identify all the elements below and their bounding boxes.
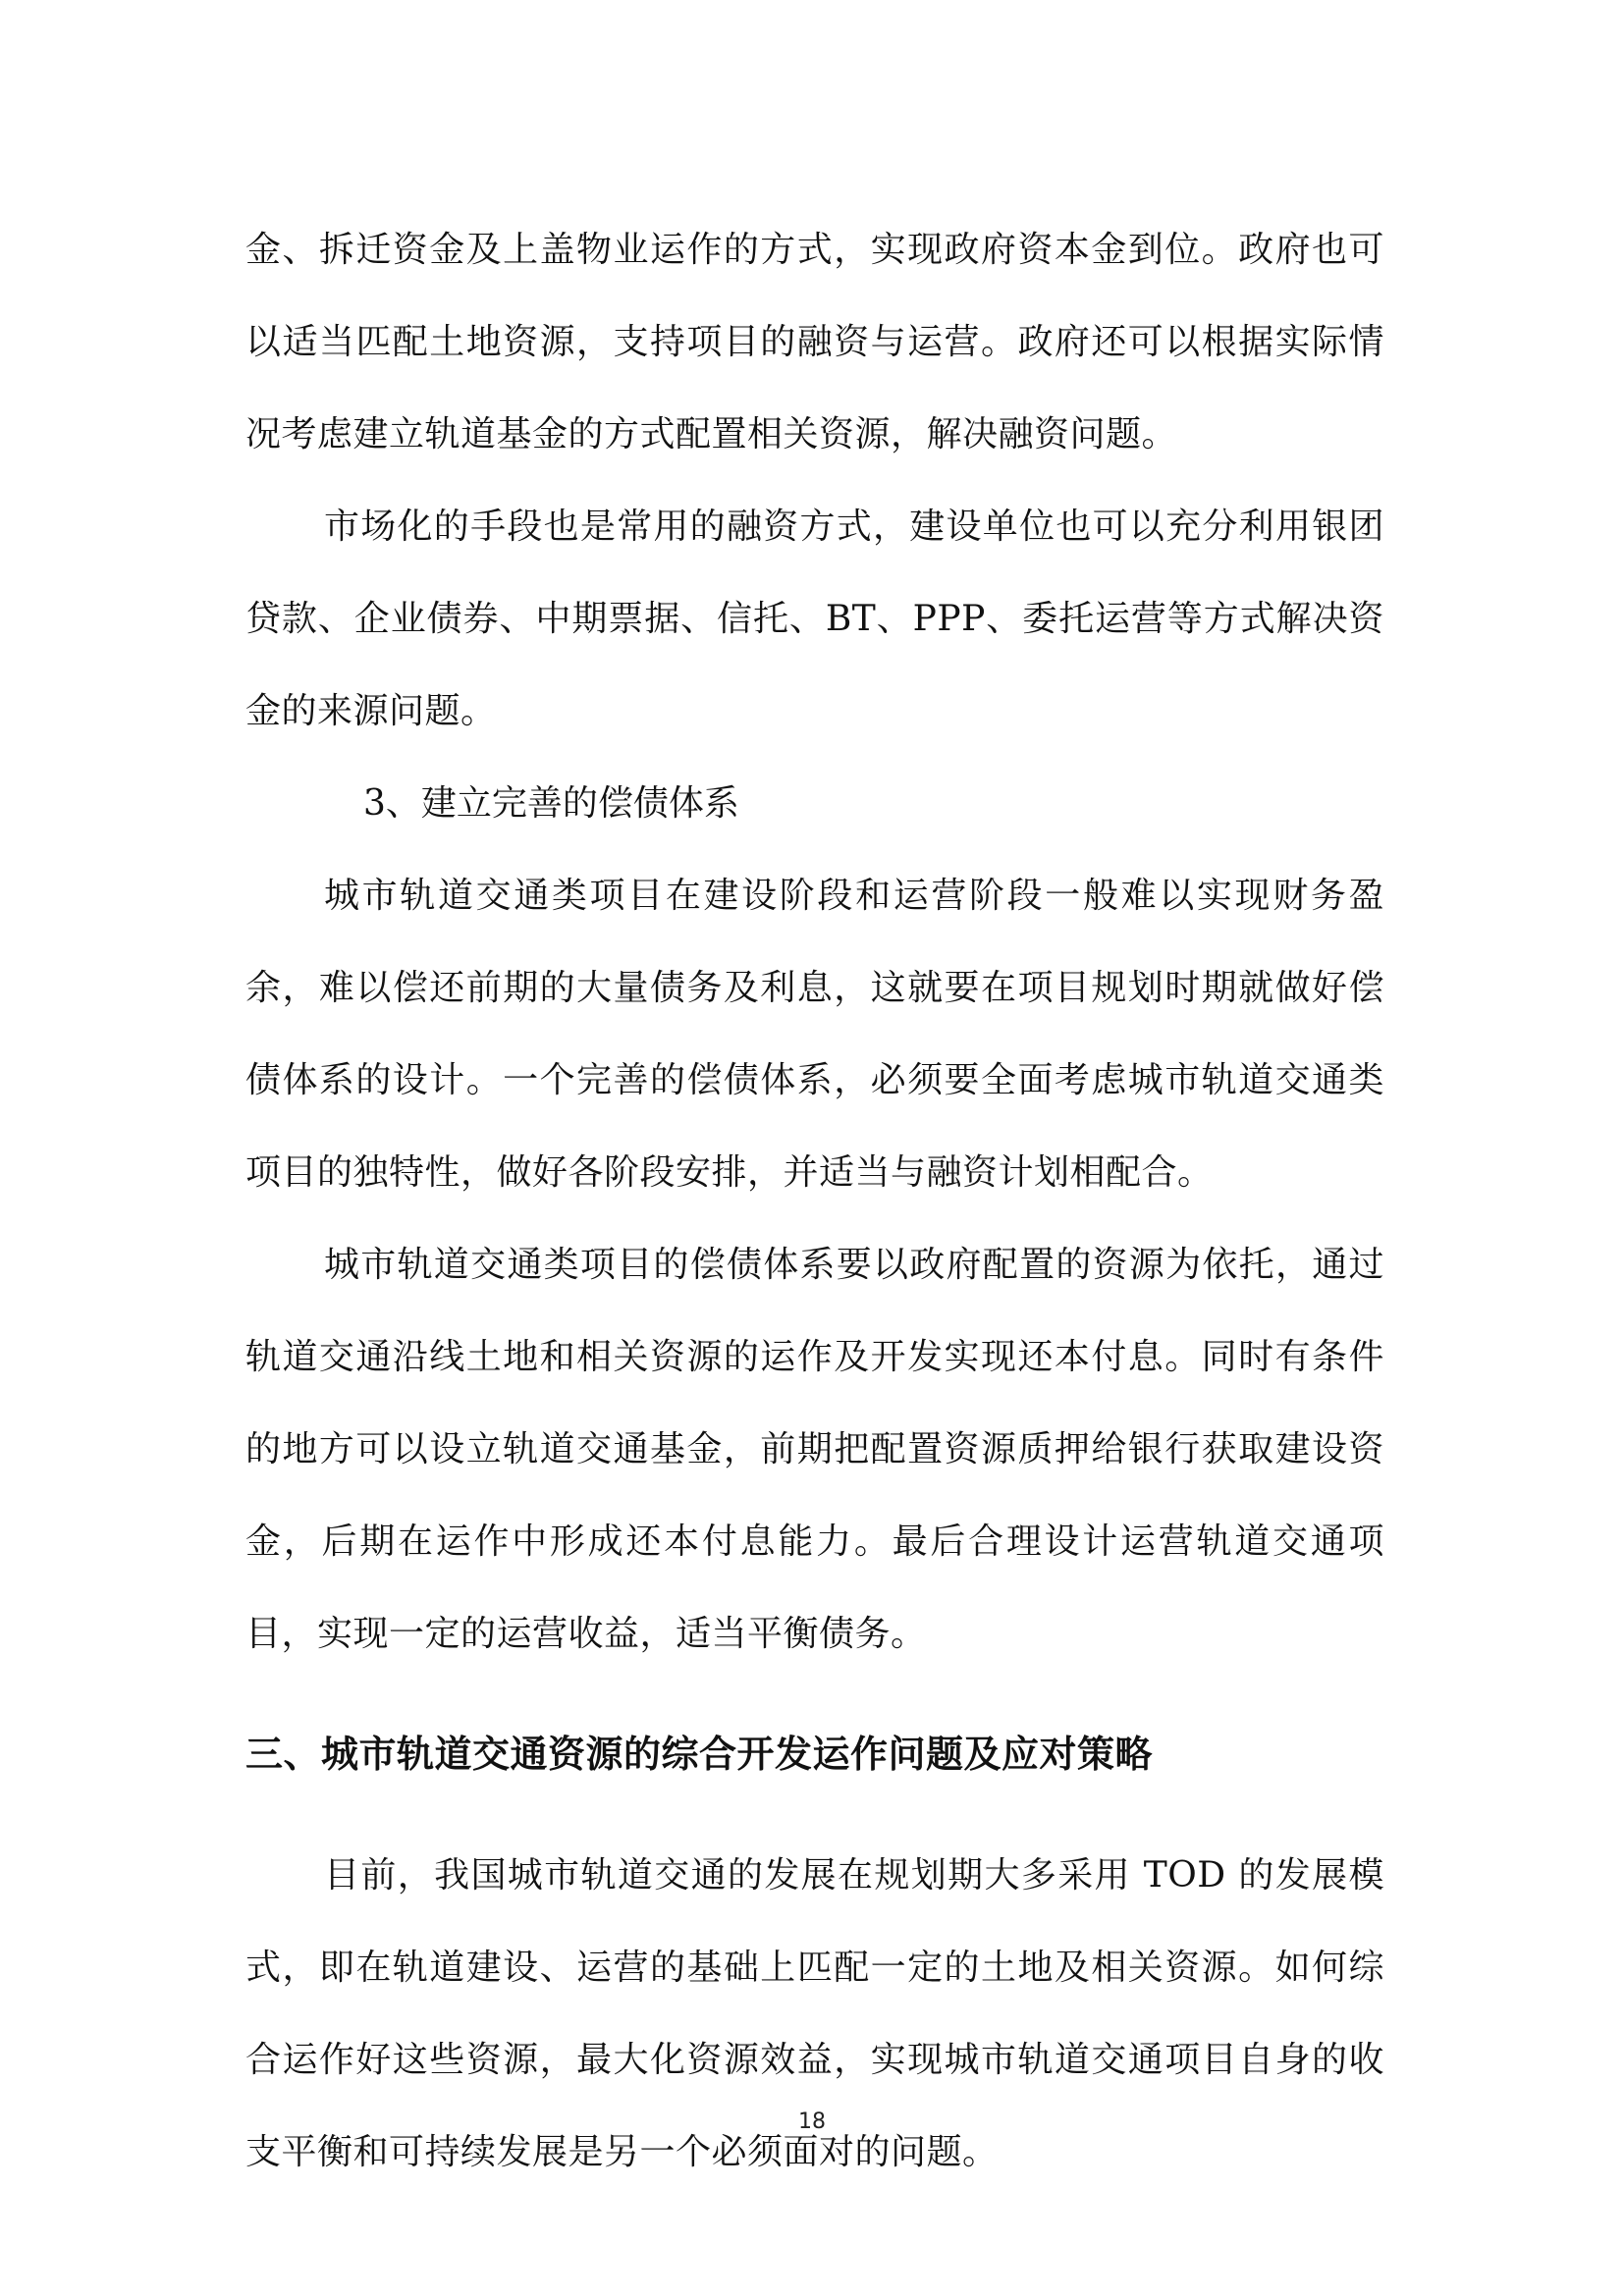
- section-heading: 三、城市轨道交通资源的综合开发运作问题及应对策略: [245, 1733, 1154, 1776]
- page-content: [245, 204, 1384, 2199]
- paragraph-continued: 金、拆迁资金及上盖物业运作的方式，实现政府资本金到位。政府也可以适当匹配土地资源，支持项目的融资与运营。政府还可以根据实际情况考虑建立轨道基金的方式配置相关资源，解决融资问题。: [245, 230, 1384, 454]
- paragraph-debt-resources: 城市轨道交通类项目的偿债体系要以政府配置的资源为依托，通过轨道交通沿线土地和相关资源的运作及开发实现还本付息。同时有条件的地方可以设立轨道交通基金，前期把配置资源质押给银行获取建设资金，后期在运作中形成还本付息能力。最后合理设计运营轨道交通项目，实现一定的运营收益，适当平衡债务。: [245, 1245, 1384, 1654]
- page-number: 18: [798, 2109, 826, 2134]
- paragraph-tod: 目前，我国城市轨道交通的发展在规划期大多采用 TOD 的发展模式，即在轨道建设、运营的基础上匹配一定的土地及相关资源。如何综合运作好这些资源，最大化资源效益，实现城市轨道交通项目自身的收支平衡和可持续发展是另一个必须面对的问题。: [245, 1855, 1384, 2172]
- paragraph-debt-design: 城市轨道交通类项目在建设阶段和运营阶段一般难以实现财务盈余，难以偿还前期的大量债务及利息，这就要在项目规划时期就做好偿债体系的设计。一个完善的偿债体系，必须要全面考虑城市轨道交通类项目的独特性，做好各阶段安排，并适当与融资计划相配合。: [245, 876, 1384, 1193]
- paragraph-market-financing: 市场化的手段也是常用的融资方式，建设单位也可以充分利用银团贷款、企业债券、中期票据、信托、BT、PPP、委托运营等方式解决资金的来源问题。: [245, 507, 1384, 731]
- subheading-debt-system: 3、建立完善的偿债体系: [363, 783, 739, 824]
